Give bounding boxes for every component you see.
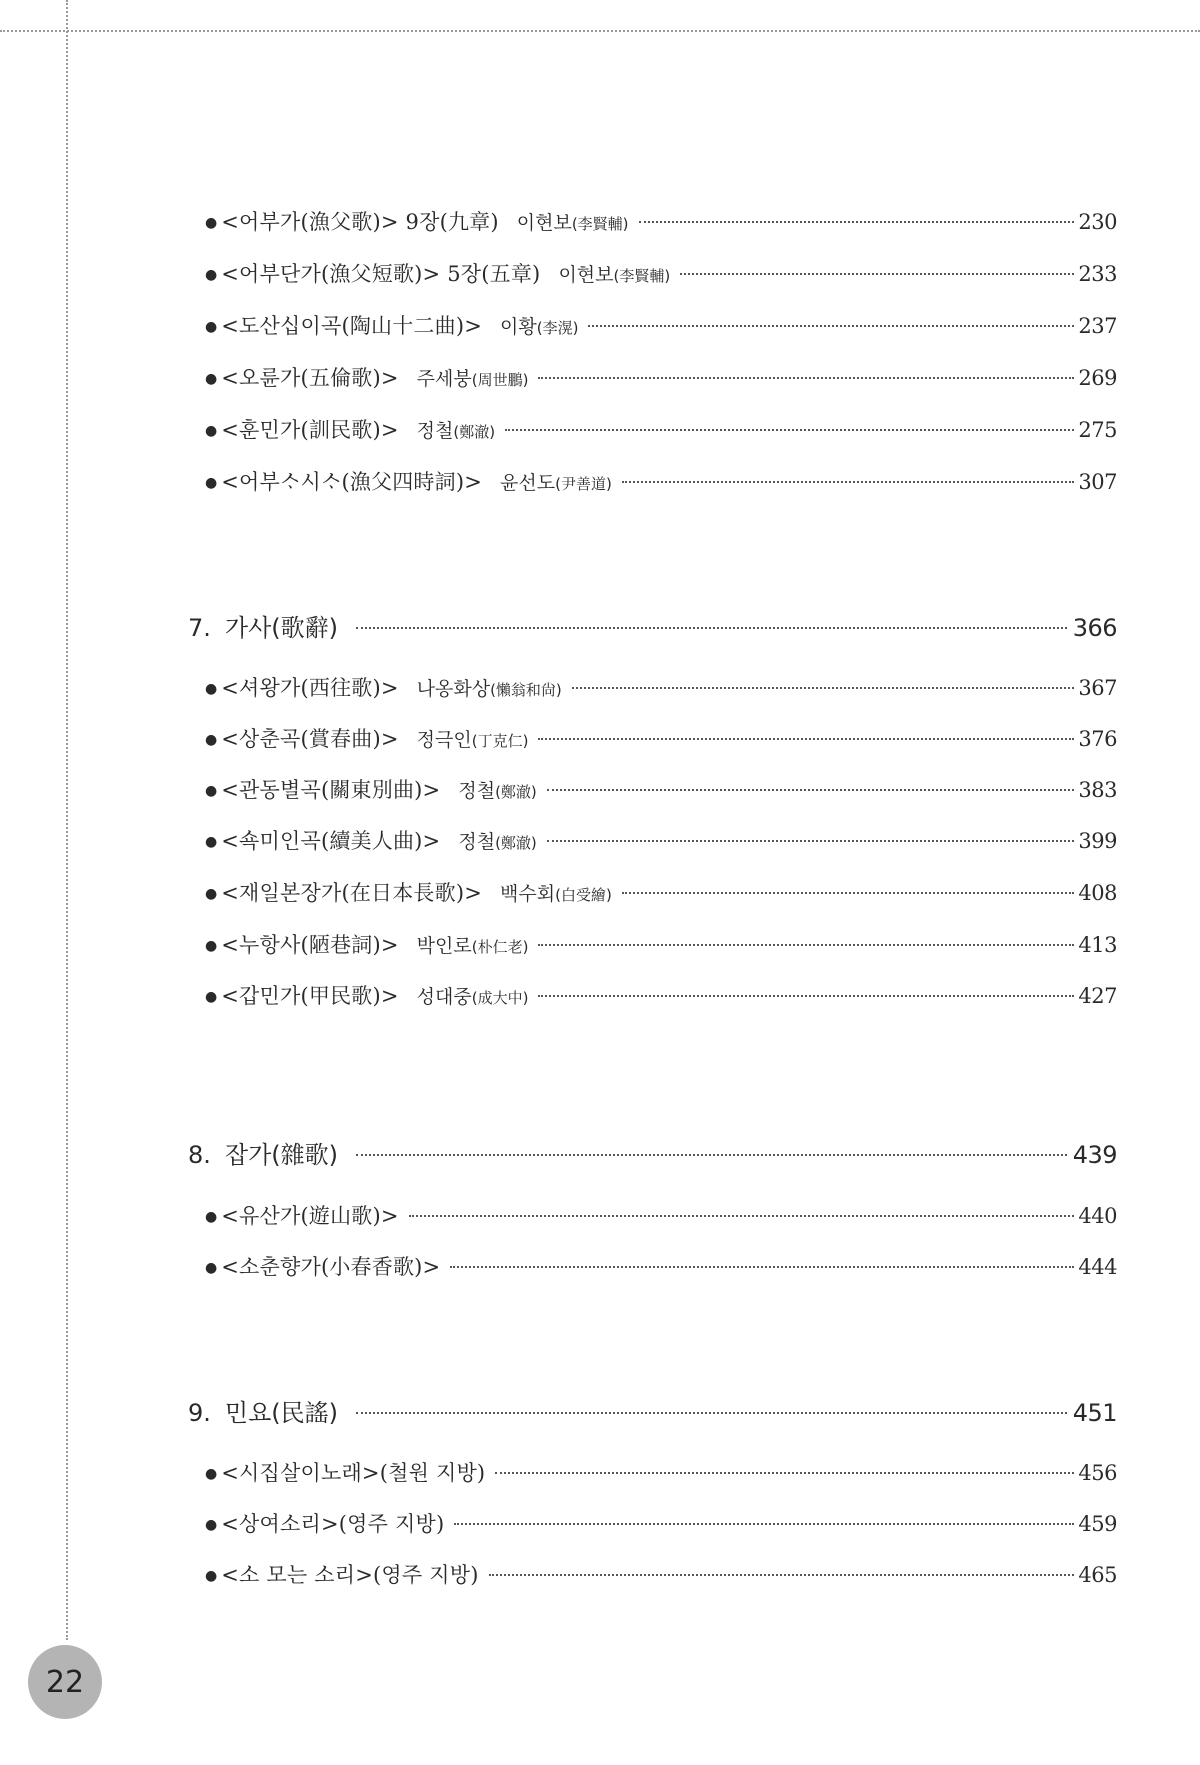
section-number: 7. (188, 614, 211, 642)
entry-title: <셔왕가(西往歌)> (221, 676, 399, 700)
section-heading-8[interactable] (188, 1135, 1117, 1175)
entry-title: <재일본장가(在日本長歌)> (221, 881, 483, 905)
entry-author: 나옹화상(懶翁和尙) (416, 678, 562, 700)
dot-leader (409, 1215, 1075, 1217)
toc-entry[interactable] (205, 929, 1117, 965)
bullet-icon: ● (205, 681, 218, 697)
dot-leader (538, 944, 1074, 946)
entry-page: 275 (1078, 418, 1117, 442)
dot-leader (538, 377, 1074, 379)
dot-leader (572, 687, 1075, 689)
top-dotted-guide (0, 30, 1200, 32)
entry-author: 박인로(朴仁老) (416, 935, 529, 957)
entry-author: 정철(鄭澈) (458, 831, 537, 853)
dot-leader (356, 1412, 1067, 1414)
entry-page: 413 (1078, 933, 1117, 957)
toc-entry[interactable] (205, 774, 1117, 810)
toc-entry[interactable] (205, 1508, 1117, 1544)
entry-page: 399 (1078, 829, 1117, 853)
left-dotted-guide (66, 0, 68, 1640)
dot-leader (489, 1574, 1075, 1576)
entry-title: <오륜가(五倫歌)> (221, 366, 399, 390)
entry-author: 정철(鄭澈) (458, 780, 537, 802)
bullet-icon: ● (205, 267, 218, 283)
toc-entry[interactable] (205, 1251, 1117, 1287)
dot-leader (454, 1523, 1074, 1525)
toc-entry[interactable] (205, 1200, 1117, 1236)
toc-entry[interactable] (205, 206, 1117, 242)
entry-title: <누항사(陋巷詞)> (221, 933, 399, 957)
entry-title: <쇽미인곡(續美人曲)> (221, 829, 441, 853)
section-number: 9. (188, 1399, 211, 1427)
entry-page: 408 (1078, 881, 1117, 905)
toc-entry[interactable] (205, 310, 1117, 346)
bullet-icon: ● (205, 783, 218, 799)
entry-title: <갑민가(甲民歌)> (221, 984, 399, 1008)
entry-title: <소 모는 소리>(영주 지방) (221, 1563, 479, 1587)
entry-page: 459 (1078, 1512, 1117, 1536)
entry-page: 456 (1078, 1461, 1117, 1485)
toc-entry[interactable] (205, 980, 1117, 1016)
bullet-icon: ● (205, 938, 218, 954)
bullet-icon: ● (205, 886, 218, 902)
section-page: 366 (1072, 614, 1117, 642)
toc-entry[interactable] (205, 362, 1117, 398)
entry-author: 이현보(李賢輔) (558, 264, 671, 286)
section-page: 451 (1072, 1399, 1117, 1427)
entry-title: <어부가(漁父歌)> 9장(九章) (221, 210, 499, 234)
section-heading-7[interactable] (188, 608, 1117, 648)
bullet-icon: ● (205, 834, 218, 850)
page-number-badge: 22 (28, 1645, 102, 1719)
entry-title: <훈민가(訓民歌)> (221, 418, 399, 442)
section-title: 민요(民謠) (224, 1399, 339, 1427)
dot-leader (538, 738, 1074, 740)
section-number: 8. (188, 1141, 211, 1169)
toc-entry[interactable] (205, 258, 1117, 294)
entry-title: <관동별곡(關東別曲)> (221, 778, 441, 802)
entry-author: 이황(李滉) (500, 316, 579, 338)
bullet-icon: ● (205, 1568, 218, 1584)
toc-entry[interactable] (205, 1457, 1117, 1493)
bullet-icon: ● (205, 1260, 218, 1276)
entry-author: 백수회(白受繪) (500, 883, 612, 905)
entry-author: 성대중(成大中) (416, 986, 529, 1008)
bullet-icon: ● (205, 423, 218, 439)
entry-author: 주세붕(周世鵬) (416, 368, 529, 390)
toc-entry[interactable] (205, 723, 1117, 759)
bullet-icon: ● (205, 319, 218, 335)
entry-title: <시집살이노래>(철원 지방) (221, 1461, 486, 1485)
entry-page: 237 (1078, 314, 1117, 338)
entry-title: <도산십이곡(陶山十二曲)> (221, 314, 483, 338)
entry-author: 이현보(李賢輔) (516, 212, 629, 234)
bullet-icon: ● (205, 215, 218, 231)
entry-author: 윤선도(尹善道) (500, 472, 612, 494)
entry-page: 440 (1078, 1204, 1117, 1228)
toc-entry[interactable] (205, 672, 1117, 708)
dot-leader (622, 481, 1075, 483)
dot-leader (450, 1266, 1074, 1268)
bullet-icon: ● (205, 1209, 218, 1225)
toc-entry[interactable] (205, 414, 1117, 450)
entry-page: 233 (1078, 262, 1117, 286)
toc-entry[interactable] (205, 825, 1117, 861)
entry-page: 465 (1078, 1563, 1117, 1587)
entry-page: 307 (1078, 470, 1117, 494)
dot-leader (588, 325, 1074, 327)
bullet-icon: ● (205, 989, 218, 1005)
bullet-icon: ● (205, 1517, 218, 1533)
section-page: 439 (1072, 1141, 1117, 1169)
toc-entry[interactable] (205, 877, 1117, 913)
dot-leader (356, 627, 1067, 629)
dot-leader (547, 840, 1075, 842)
bullet-icon: ● (205, 475, 218, 491)
dot-leader (495, 1472, 1074, 1474)
entry-page: 269 (1078, 366, 1117, 390)
bullet-icon: ● (205, 371, 218, 387)
entry-author: 정극인(丁克仁) (416, 729, 529, 751)
entry-author: 정철(鄭澈) (416, 420, 496, 442)
dot-leader (547, 789, 1075, 791)
entry-title: <상여소리>(영주 지방) (221, 1512, 445, 1536)
entry-page: 230 (1078, 210, 1117, 234)
entry-page: 376 (1078, 727, 1117, 751)
entry-title: <어부단가(漁父短歌)> 5장(五章) (221, 262, 541, 286)
dot-leader (680, 273, 1074, 275)
dot-leader (505, 429, 1074, 431)
entry-title: <어부ᄉᆞ시ᄉᆞ(漁父四時詞)> (221, 470, 483, 494)
dot-leader (622, 892, 1075, 894)
toc-entry[interactable] (205, 1559, 1117, 1595)
toc-entry[interactable] (205, 466, 1117, 502)
dot-leader (639, 221, 1075, 223)
entry-title: <상춘곡(賞春曲)> (221, 727, 399, 751)
entry-page: 427 (1078, 984, 1117, 1008)
dot-leader (538, 995, 1074, 997)
dot-leader (356, 1154, 1067, 1156)
section-title: 잡가(雜歌) (224, 1141, 339, 1169)
entry-title: <소춘향가(小春香歌)> (221, 1255, 441, 1279)
entry-page: 444 (1078, 1255, 1117, 1279)
entry-page: 383 (1078, 778, 1117, 802)
entry-title: <유산가(遊山歌)> (221, 1204, 399, 1228)
bullet-icon: ● (205, 732, 218, 748)
bullet-icon: ● (205, 1466, 218, 1482)
section-title: 가사(歌辭) (224, 614, 339, 642)
section-heading-9[interactable] (188, 1393, 1117, 1433)
entry-page: 367 (1078, 676, 1117, 700)
